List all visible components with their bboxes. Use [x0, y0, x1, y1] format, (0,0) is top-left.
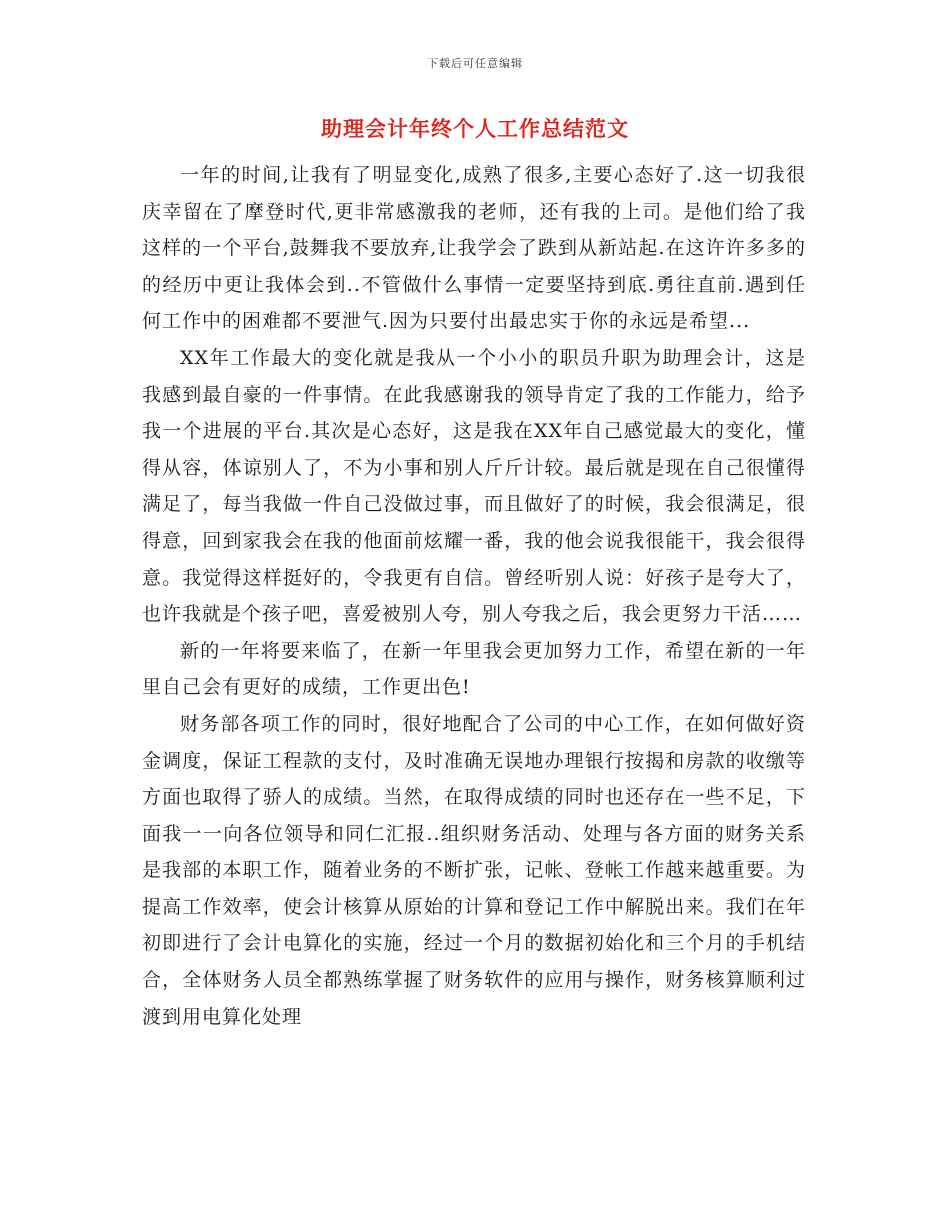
document-title: 助理会计年终个人工作总结范文 — [321, 116, 629, 141]
document-body — [142, 157, 806, 1035]
paragraph-2: XX年工作最大的变化就是我从一个小小的职员升职为助理会计，这是我感到最自豪的一件事情。在此我感谢我的领导肯定了我的工作能力，给予我一个进展的平台.其次是心态好，这是我在XX年自己感觉最大的变化，懂得从容，体谅别人了，不为小事和别人斤斤计较。最后就是现在自己很懂得满足了，每当我做一件自己没做过事，而且做好了的时候，我会很满足，很得意，回到家我会在我的他面前炫耀一番，我的他会说我很能干，我会很得意。我觉得这样挺好的，令我更有自信。曾经听别人说：好孩子是夸大了，也许我就是个孩子吧，喜爱被别人夸，别人夸我之后，我会更努力干活…… — [142, 346, 806, 626]
paragraph-4: 财务部各项工作的同时，很好地配合了公司的中心工作，在如何做好资金调度，保证工程款的支付，及时准确无误地办理银行按揭和房款的收缴等方面也取得了骄人的成绩。当然，在取得成绩的同时也还存在一些不足，下面我一一向各位领导和同仁汇报..组织财务活动、处理与各方面的财务关系是我部的本职工作，随着业务的不断扩张，记帐、登帐工作越来越重要。为提高工作效率，使会计核算从原始的计算和登记工作中解脱出来。我们在年初即进行了会计电算化的实施，经过一个月的数据初始化和三个月的手机结合，全体财务人员全都熟练掌握了财务软件的应用与操作，财务核算顺利过渡到用电算化处理 — [142, 712, 806, 1028]
header-note: 下载后可任意编辑 — [427, 57, 523, 70]
paragraph-1: 一年的时间,让我有了明显变化,成熟了很多,主要心态好了.这一切我很庆幸留在了摩登时代,更非常感激我的老师，还有我的上司。是他们给了我这样的一个平台,鼓舞我不要放弃,让我学会了跌到从新站起.在这许许多多的的经历中更让我体会到..不管做什么事情一定要坚持到底.勇往直前.遇到任何工作中的困难都不要泄气.因为只要付出最忠实于你的永远是希望... — [142, 164, 806, 333]
paragraph-3: 新的一年将要来临了，在新一年里我会更加努力工作，希望在新的一年里自己会有更好的成绩，工作更出色! — [142, 639, 806, 699]
